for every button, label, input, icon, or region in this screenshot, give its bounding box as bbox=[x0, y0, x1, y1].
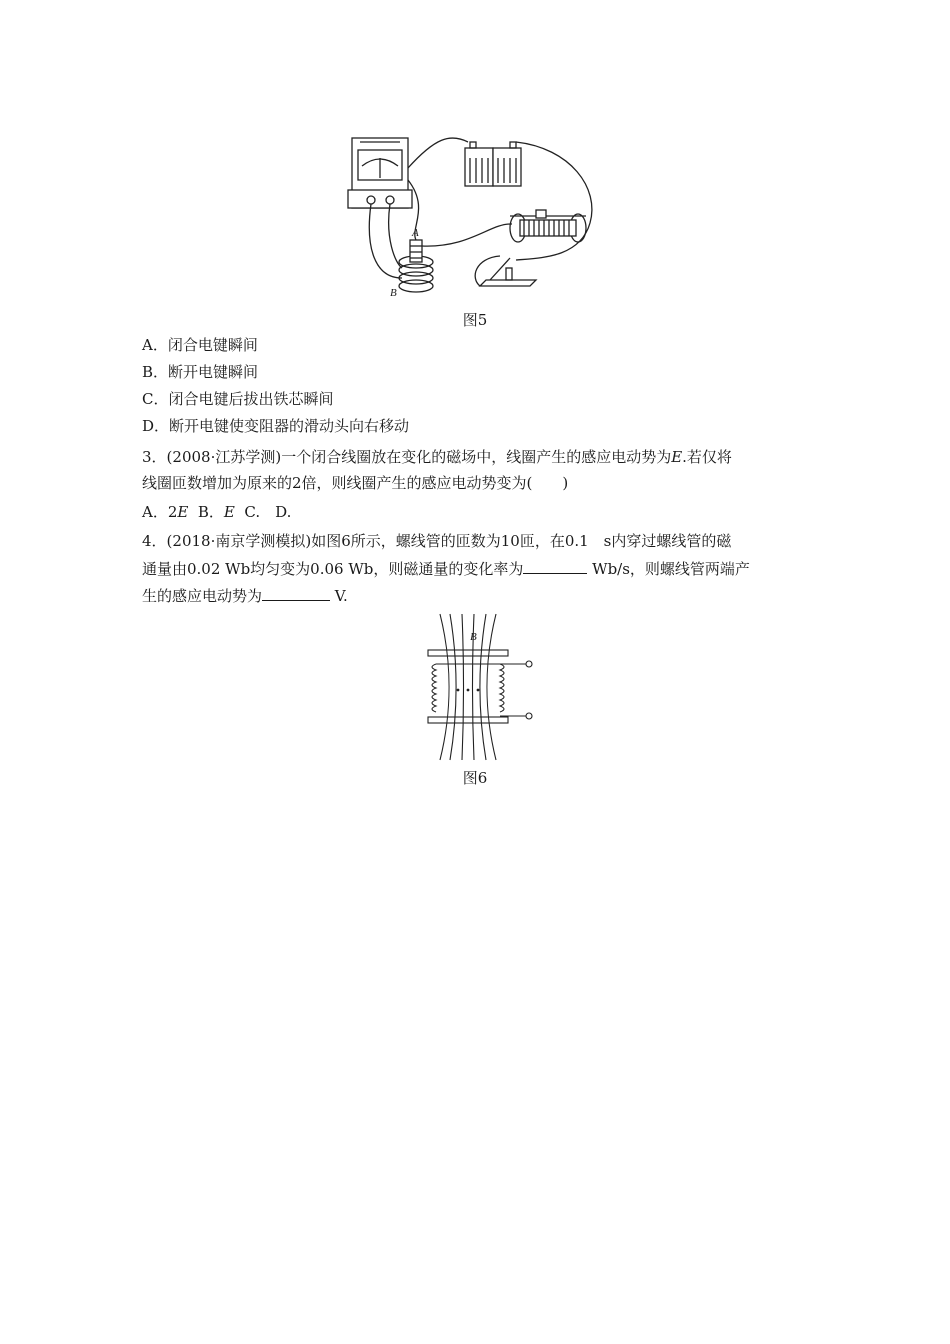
label-a: A bbox=[412, 227, 419, 239]
rheostat-icon bbox=[510, 210, 586, 242]
option-b: B．断开电键瞬间 bbox=[142, 363, 259, 381]
figure-6-caption: 图6 bbox=[462, 769, 488, 787]
option-c: C．闭合电键后拔出铁芯瞬间 bbox=[142, 390, 334, 408]
battery-icon bbox=[465, 142, 521, 186]
question-3-line-1: 3．(2008·江苏学测)一个闭合线圈放在变化的磁场中，线圈产生的感应电动势为E.若仅将 bbox=[142, 448, 732, 466]
answer-blank-rate[interactable] bbox=[523, 558, 587, 574]
option-a: A．闭合电键瞬间 bbox=[142, 336, 258, 354]
option-d: D．断开电键使变阻器的滑动头向右移动 bbox=[142, 417, 410, 435]
solenoid-coil-icon bbox=[432, 664, 504, 712]
label-b: B bbox=[390, 287, 397, 299]
field-label-b: B bbox=[470, 631, 477, 643]
figure-5-apparatus bbox=[340, 128, 610, 303]
coil-a-icon bbox=[410, 240, 422, 262]
question-3-options: A．2E B．E C. D. bbox=[142, 503, 292, 521]
question-4-line-2: 通量由0.02 Wb均匀变为0.06 Wb，则磁通量的变化率为 Wb/s，则螺线管两端产 bbox=[142, 560, 750, 578]
question-3-line-2: 线圈匝数增加为原来的2倍，则线圈产生的感应电动势变为( ) bbox=[142, 474, 569, 492]
question-4-line-3: 生的感应电动势为 V. bbox=[142, 587, 348, 605]
switch-icon bbox=[480, 258, 536, 286]
figure-5-caption: 图5 bbox=[462, 311, 488, 329]
answer-blank-emf[interactable] bbox=[262, 585, 330, 601]
question-4-line-1: 4．(2018·南京学测模拟)如图6所示，螺线管的匝数为10匝，在0.1 s内穿过螺线管的磁 bbox=[142, 532, 732, 550]
figure-6-solenoid bbox=[420, 612, 535, 762]
